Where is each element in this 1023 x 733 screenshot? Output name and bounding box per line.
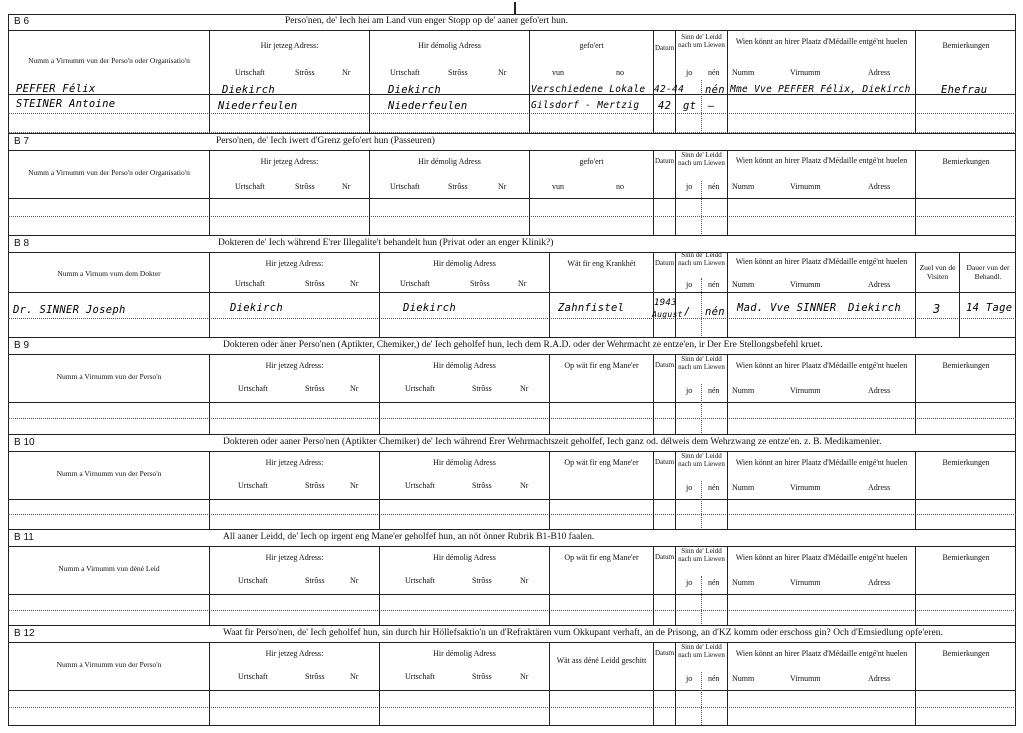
- entry-former-town: Niederfeulen: [388, 100, 468, 112]
- visit-count: 3: [933, 302, 941, 316]
- section-b7: [8, 133, 1016, 235]
- date-header: Datum: [653, 30, 675, 94]
- table-row: [8, 499, 1016, 515]
- table-row: [8, 707, 1016, 724]
- column-header: Numm a Virnumm vun der Perso'n oder Organisatio'n Hir jetzeg Adress: Urtschaft Strôss Nr Hir démolig Adress Urtschaft Strôss Nr gefo'ert vun no Datum Sinn de' Leidd nach um Liewen jo nén Wien könnt an hirer Plaatz d'Médaille entgé'nt huelen Numm Virnumm Adress Bemierkungen: [8, 150, 1016, 199]
- table-row: [8, 318, 1016, 337]
- column-header: Numm a Virnumm vun der Perso'n Hir jetzeg Adress: Urtschaft Strôss Nr Hir démolig Adress Urtschaft Strôss Nr Op wät fir eng Mane'er Datum Sinn de' Leidd nach um Liewen jo nén Wien könnt an hirer Plaatz d'Médaille entgé'nt huelen Numm Virnumm Adress Bemierkungen: [8, 451, 1016, 500]
- table-row: [8, 94, 1016, 114]
- current-address-header: Hir jetzeg Adress: Urtschaft Strôss Nr: [209, 30, 369, 94]
- section-b11: [8, 529, 1016, 625]
- doctor-former-town: Diekirch: [403, 302, 456, 314]
- table-row: [8, 402, 1016, 419]
- table-row: [8, 690, 1016, 708]
- treatment-month: August: [652, 310, 683, 319]
- medal-recipient-name: Mad. Vve SINNER: [737, 302, 837, 314]
- doctor-alive-no: nén: [705, 306, 725, 318]
- section-header: B 8 Dokteren de' Iech während E'rer Illegalite't behandelt hun (Privat oder an enger Klinik?): [8, 236, 1016, 253]
- entry-alive-yes: gt: [683, 100, 697, 112]
- table-row: [8, 113, 1016, 133]
- top-tick-mark: [514, 2, 516, 14]
- table-row: [8, 418, 1016, 434]
- column-header: Numm a Virnumm vun der Perso'n Hir jetzeg Adress: Urtschaft Strôss Nr Hir démolig Adress Urtschaft Strôss Nr Wät ass déné Leidd geschitt Datum Sinn de' Leidd nach um Liewen jo nén Wien könnt an hirer Plaatz d'Médaille entgé'nt huelen Numm Virnumm Adress Bemierkungen: [8, 642, 1016, 691]
- column-header: Numm a Virnum vum dem Dokter Hir jetzeg Adress: Urtschaft Strôss Nr Hir démolig Adress Urtschaft Strôss Nr Wät fir eng Krankhét Datum Sinn de' Leidd nach um Liewen jo nén Wien könnt an hirer Plaatz d'Médaille entgé'nt huelen Numm Virnumm Adress Zuel vun de Visiten Dauer vun der Behandl.: [8, 252, 1016, 293]
- entry-name: STEINER Antoine: [16, 98, 116, 110]
- entry-current-town: Diekirch: [222, 84, 275, 96]
- entry-medal-recipient: Mme Vve PEFFER Félix, Diekirch: [730, 84, 911, 95]
- entry-remark: Ehefrau: [941, 84, 988, 96]
- entry-date: 42: [658, 100, 672, 112]
- medal-recipient-address: Diekirch: [848, 302, 901, 314]
- doctor-name: Dr. SINNER Joseph: [13, 304, 126, 316]
- entry-alive-no: nén: [705, 84, 725, 96]
- treatment-year: 1943: [654, 298, 677, 308]
- column-header: Numm a Virnumm vun der Perso'n Hir jetzeg Adress: Urtschaft Strôss Nr Hir démolig Adress Urtschaft Strôss Nr Op wät fir eng Mane'er Datum Sinn de' Leidd nach um Liewen jo nén Wien könnt an hirer Plaatz d'Médaille entgé'nt huelen Numm Virnumm Adress Bemierkungen: [8, 354, 1016, 403]
- entry-alive-no: —: [708, 100, 715, 112]
- section-title: Perso'nen, de' Iech hei am Land vun enger Stopp op de' aaner gefo'ert hun.: [285, 16, 569, 26]
- table-row: [8, 216, 1016, 235]
- section-header: B 12 Waat fir Perso'nen, de' Iech geholfef hun, sin durch hir Höllefsaktio'n un d'Refraktären vum Okkupant verhaft, an de Prisong, an d'KZ komm oder erschoss gin? Och d'Emsiedlung opfe'eren.: [8, 626, 1016, 643]
- entry-from-to: Verschiedene Lokale: [531, 84, 646, 95]
- transported-header: gefo'ert vun no: [529, 30, 653, 94]
- column-header: Numm a Virnumm vun déné Leid Hir jetzeg Adress: Urtschaft Strôss Nr Hir démolig Adress Urtschaft Strôss Nr Op wät fir eng Mane'er Datum Sinn de' Leidd nach um Liewen jo nén Wien könnt an hirer Plaatz d'Médaille entgé'nt huelen Numm Virnumm Adress Bemierkungen: [8, 546, 1016, 595]
- entry-former-town: Diekirch: [388, 84, 441, 96]
- entry-from-to: Gilsdorf - Mertzig: [531, 100, 640, 111]
- alive-header: Sinn de' Leidd nach um Liewen jo nén: [675, 30, 727, 94]
- doctor-current-town: Diekirch: [230, 302, 283, 314]
- table-row: [8, 198, 1016, 217]
- section-header: B 9 Dokteren oder äner Perso'nen (Aptikter, Chemiker,) de' Iech geholfef hun, lech dem R.A.D. oder der Wehrmacht ze entze'en, ir Der Ere Stellongsbefehl kruet.: [8, 338, 1016, 355]
- entry-name: PEFFER Félix: [16, 83, 96, 95]
- table-row: [8, 514, 1016, 529]
- entry-date: 42-44: [654, 84, 685, 95]
- remarks-header: Bemierkungen: [915, 30, 1016, 94]
- section-header: B 10 Dokteren oder aaner Perso'nen (Aptikter Chemiker) de' Iech während Erer Wehrmachtszeit geholfef, Iech ganz od. délweis dem Wehrzwang ze entze'en. z. B. Medikamenier.: [8, 435, 1016, 452]
- name-header: Numm a Virnumm vun der Perso'n oder Organisatio'n: [28, 56, 190, 65]
- section-header: B 7 Perso'nen, de' Iech iwert d'Grenz gefo'ert hun (Passeuren): [8, 134, 1016, 151]
- entry-current-town: Niederfeulen: [218, 100, 298, 112]
- section-code: B 6: [14, 16, 30, 27]
- section-header: B 11 All aaner Leidd, de' Iech op irgent eng Mane'er geholfef hun, an nöt önner Rubrik B1-B10 faalen.: [8, 530, 1016, 547]
- section-header: [8, 14, 1016, 31]
- former-address-header: Hir démolig Adress Urtschaft Strôss Nr: [369, 30, 529, 94]
- section-b12: [8, 625, 1016, 724]
- table-row: [8, 594, 1016, 611]
- section-b10: [8, 434, 1016, 529]
- illness: Zahnfistel: [558, 302, 625, 314]
- treatment-duration: 14 Tage: [966, 302, 1013, 314]
- table-row: [8, 610, 1016, 625]
- section-b6: [8, 14, 1016, 133]
- section-b8: [8, 235, 1016, 337]
- doctor-alive-yes: /: [684, 306, 691, 318]
- medal-header: Wien könnt an hirer Plaatz d'Médaille entgé'nt huelen Numm Virnumm Adress: [727, 30, 915, 94]
- section-b9: [8, 337, 1016, 434]
